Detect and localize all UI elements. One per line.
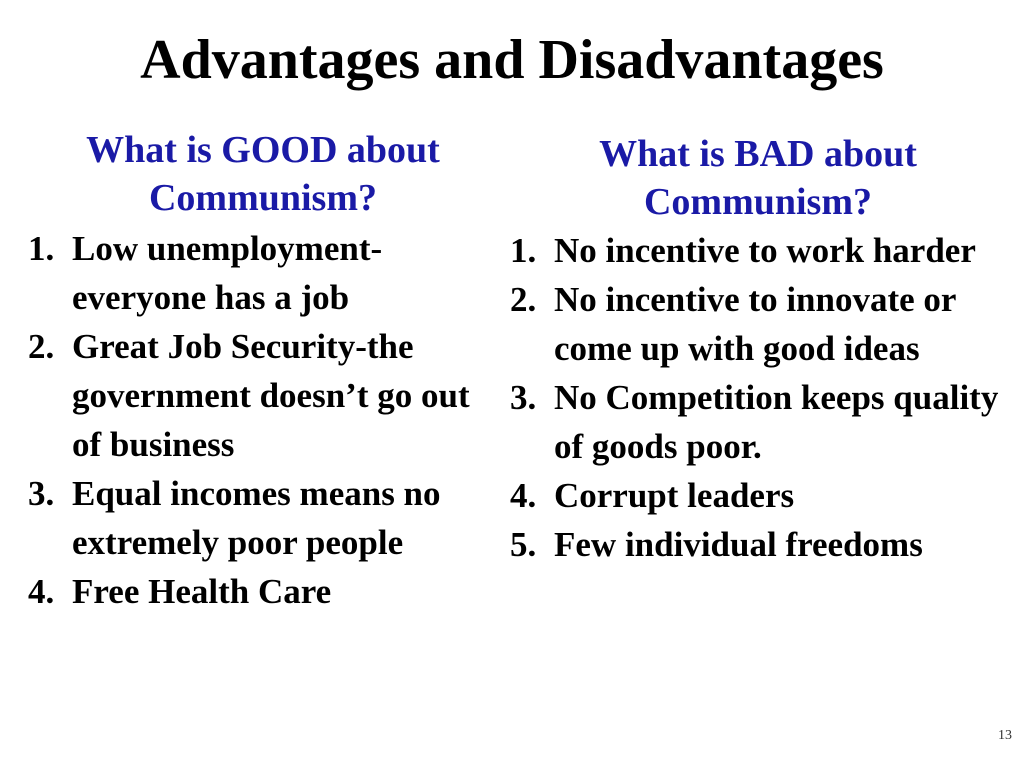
bad-item-number: 3.	[510, 378, 537, 417]
bad-item-number: 2.	[510, 280, 537, 319]
slide-title: Advantages and Disadvantages	[140, 29, 884, 91]
good-list-item	[28, 224, 498, 322]
good-list-item	[28, 322, 498, 469]
bad-item-text: No incentive to work harder	[554, 231, 976, 270]
bad-item-text: Corrupt leaders	[554, 476, 795, 515]
good-list-item	[28, 469, 498, 567]
bad-heading-line2: Communism?	[643, 181, 873, 223]
good-column	[28, 126, 498, 616]
bad-item-number: 5.	[510, 525, 537, 564]
bad-list-item	[510, 226, 1006, 275]
good-item-text: Free Health Care	[72, 572, 332, 611]
good-item-text: Low unemployment-everyone has a job	[72, 229, 383, 317]
bad-item-text: No incentive to innovate or come up with good ideas	[554, 280, 956, 368]
good-heading-line2: Communism?	[148, 177, 378, 219]
bad-item-number: 1.	[510, 231, 537, 270]
good-item-number: 2.	[28, 327, 55, 366]
bad-heading-line1: What is BAD about	[599, 133, 917, 175]
page-number: 13	[998, 728, 1012, 743]
good-list	[28, 224, 498, 616]
bad-item-text: Few individual freedoms	[554, 525, 923, 564]
bad-item-text: No Competition keeps quality of goods poor.	[554, 378, 999, 466]
bad-list-item	[510, 373, 1006, 471]
bad-item-number: 4.	[510, 476, 537, 515]
bad-list	[510, 226, 1006, 569]
bad-list-item	[510, 275, 1006, 373]
good-list-item	[28, 567, 498, 616]
bad-column	[510, 130, 1006, 569]
good-item-number: 4.	[28, 572, 55, 611]
good-item-text: Great Job Security-the government doesn’t go out of business	[72, 327, 470, 464]
good-heading	[28, 126, 498, 222]
good-item-number: 3.	[28, 474, 55, 513]
good-heading-line1: What is GOOD about	[86, 129, 440, 171]
bad-list-item	[510, 471, 1006, 520]
good-item-number: 1.	[28, 229, 55, 268]
bad-heading	[510, 130, 1006, 226]
good-item-text: Equal incomes means no extremely poor people	[72, 474, 441, 562]
bad-list-item	[510, 520, 1006, 569]
